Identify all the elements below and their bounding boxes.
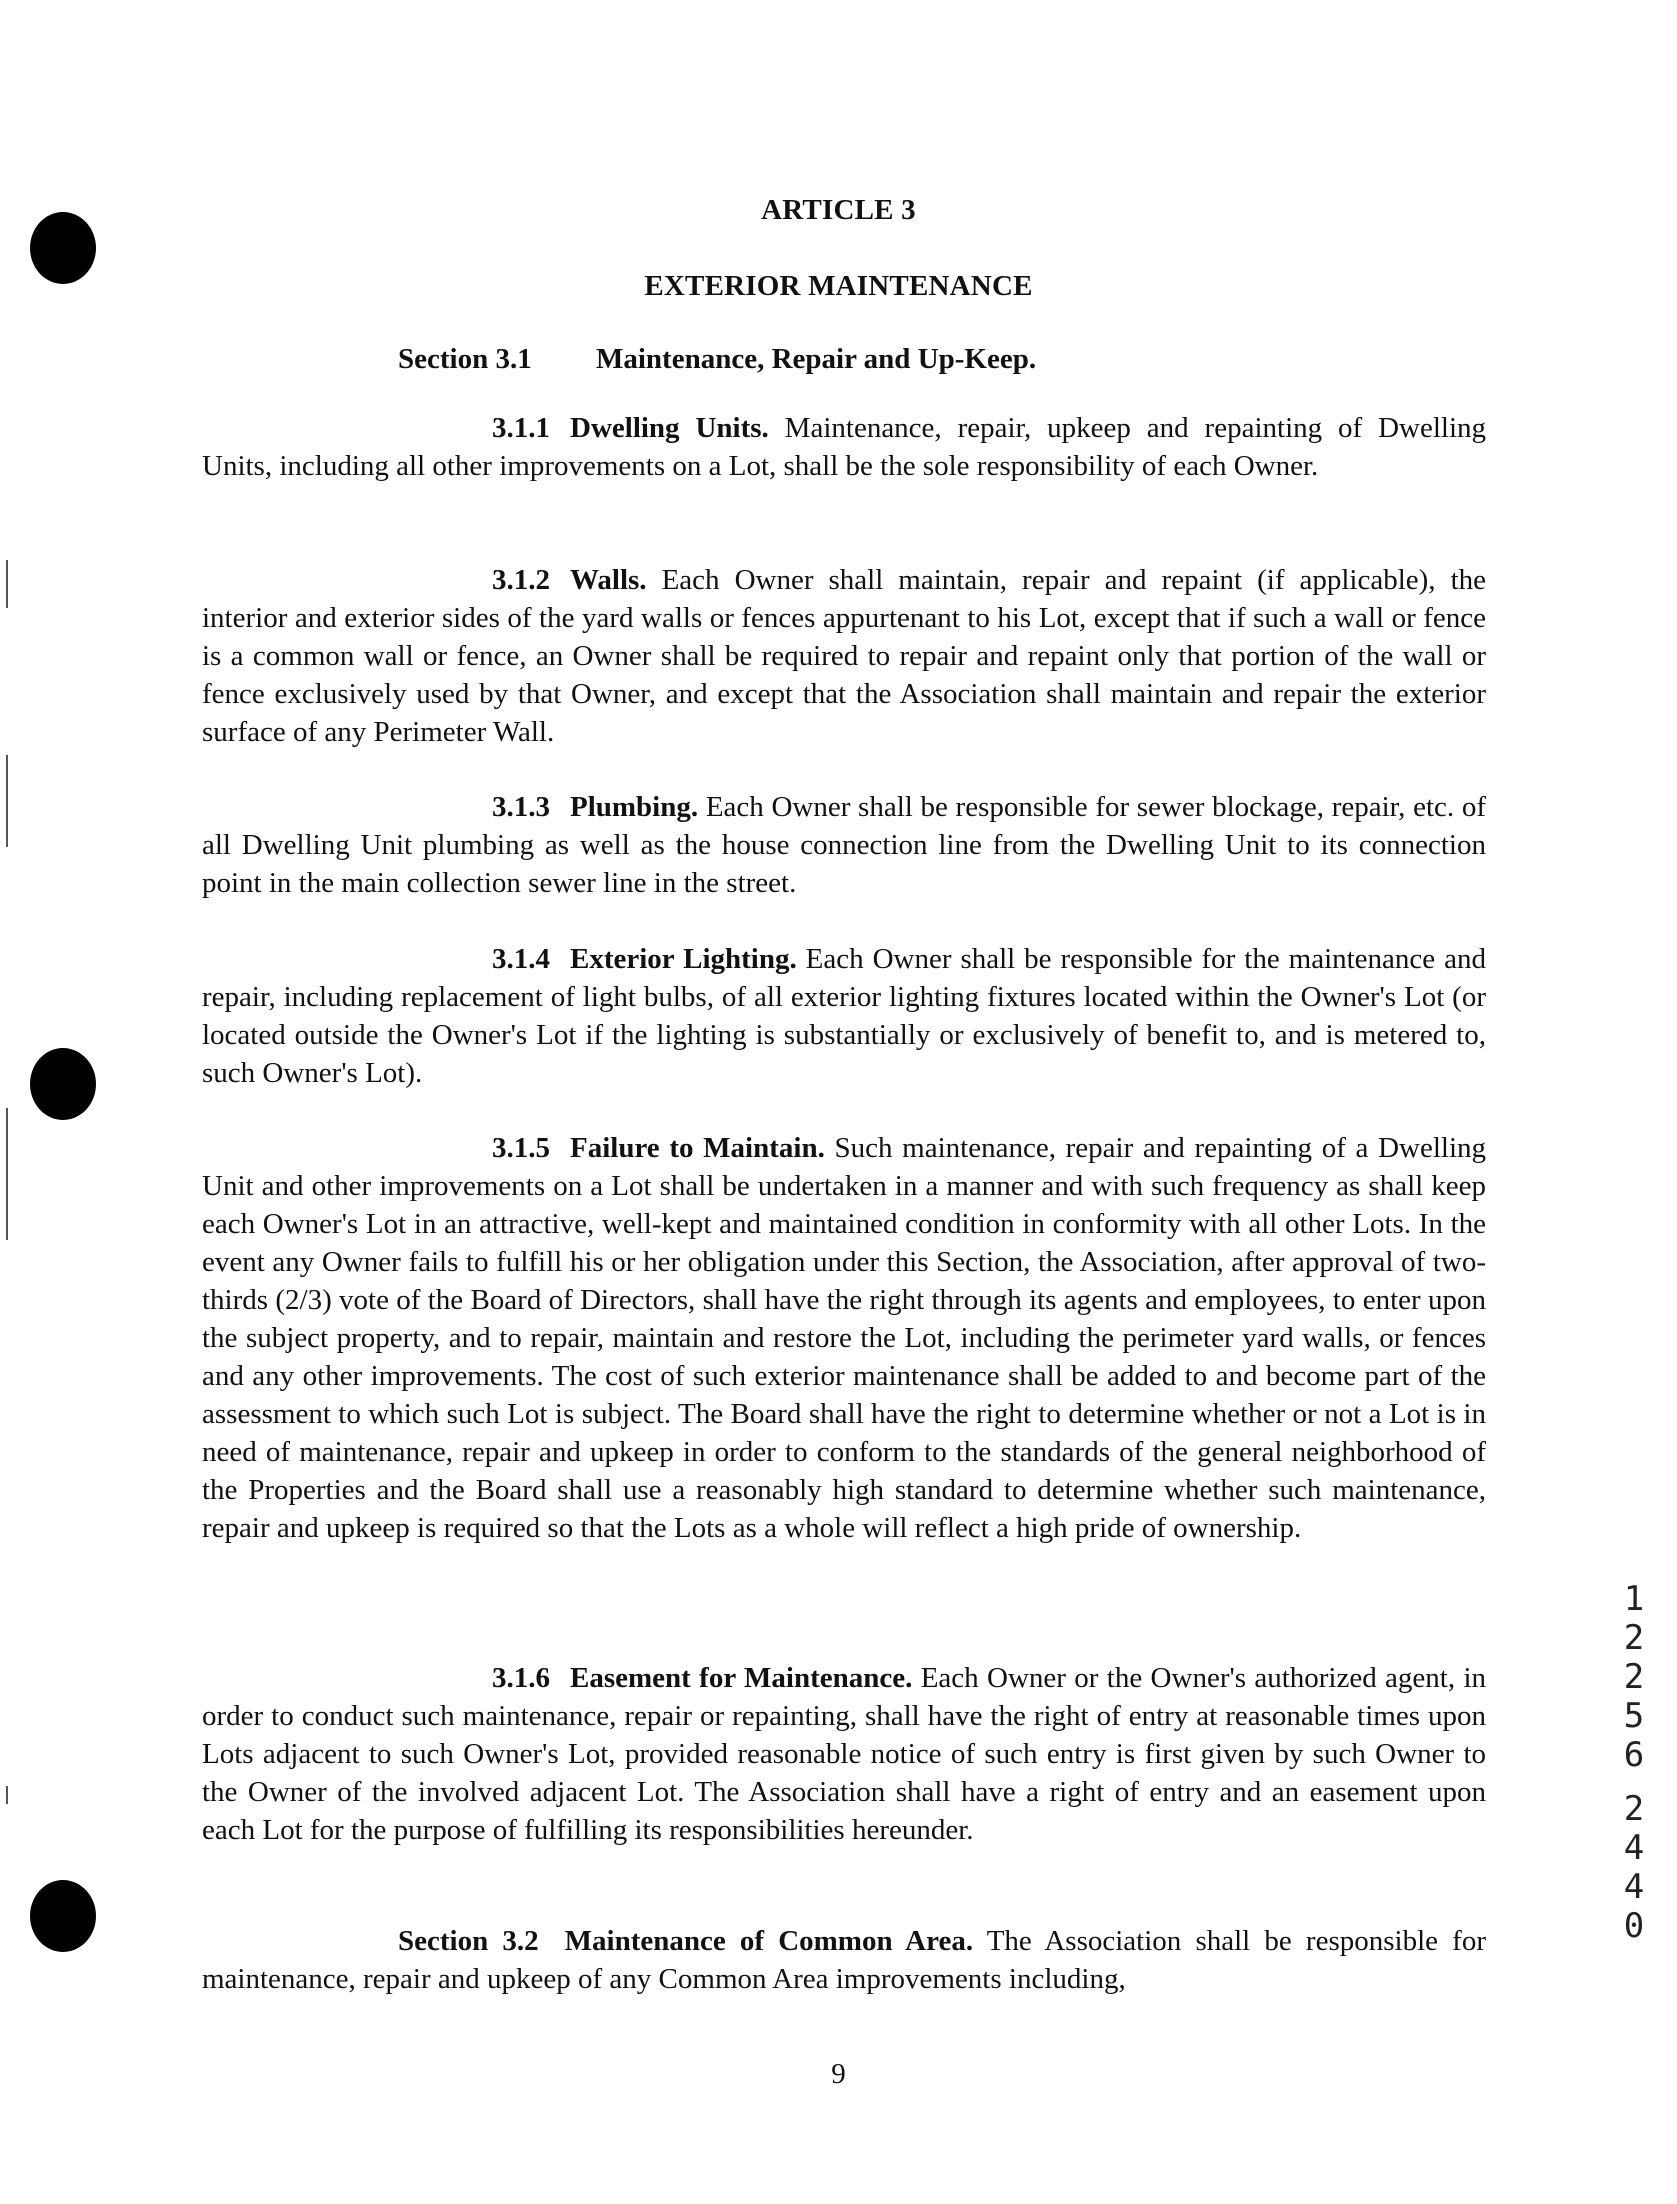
section-3-2 <box>202 1922 1486 1998</box>
paragraph-text: Such maintenance, repair and repainting of a Dwelling Unit and other improvements on a Lot shall be undertaken in a manner and with such frequency as shall keep each Owner's Lot in an attractive, well-kept and maintained condition in conformity with all other Lots. In the event any Owner fails to fulfill his or her obligation under this Section, the Association, after approval of two-thirds (2/3) vote of the Board of Directors, shall have the right through its agents and employees, to enter upon the subject property, and to repair, maintain and restore the Lot, including the perimeter yard walls, or fences and any other improvements. The cost of such exterior maintenance shall be added to and become part of the assessment to which such Lot is subject. The Board shall have the right to determine whether or not a Lot is in need of maintenance, repair and upkeep in order to conform to the standards of the general neighborhood of the Properties and the Board shall use a reasonably high standard to determine whether such maintenance, repair and upkeep is required so that the Lots as a whole will reflect a high pride of ownership. <box>202 1132 1486 1544</box>
paragraph-heading: Walls. <box>570 564 647 596</box>
page-number: 9 <box>831 2058 846 2090</box>
punch-hole-bottom <box>30 1880 96 1952</box>
paragraph-3-1-2 <box>202 561 1486 751</box>
paragraph-heading: Exterior Lighting. <box>570 943 797 975</box>
side-recording-number-bottom: 2 4 4 0 <box>1623 1789 1645 1946</box>
paragraph-3-1-6 <box>202 1659 1486 1849</box>
margin-mark <box>6 755 8 847</box>
paragraph-heading: Dwelling Units. <box>570 412 769 444</box>
section-3-2-text: The Association shall be responsible for maintenance, repair and upkeep of any Common Area improvements including, <box>202 1925 1486 1995</box>
paragraph-number: 3.1.3 <box>492 791 550 823</box>
paragraph-number: 3.1.6 <box>492 1662 550 1694</box>
paragraph-number: 3.1.1 <box>492 412 550 444</box>
paragraph-3-1-4 <box>202 940 1486 1092</box>
paragraph-number: 3.1.4 <box>492 943 550 975</box>
side-recording-number-top: 1 2 2 5 6 <box>1623 1579 1645 1775</box>
paragraph-3-1-1 <box>202 409 1486 485</box>
article-subtitle: EXTERIOR MAINTENANCE <box>644 270 1033 302</box>
section-3-2-title: Maintenance of Common Area. <box>564 1925 974 1957</box>
paragraph-3-1-3 <box>202 788 1486 902</box>
paragraph-heading: Failure to Maintain. <box>570 1132 825 1164</box>
paragraph-heading: Easement for Maintenance. <box>570 1662 913 1694</box>
margin-mark <box>6 560 8 608</box>
paragraph-heading: Plumbing. <box>570 791 699 823</box>
paragraph-number: 3.1.5 <box>492 1132 550 1164</box>
section-3-1-number: Section 3.1 <box>398 343 532 375</box>
article-title: ARTICLE 3 <box>761 194 916 226</box>
paragraph-text: Each Owner shall maintain, repair and repaint (if applicable), the interior and exterior sides of the yard walls or fences appurtenant to his Lot, except that if such a wall or fence is a common wall or fence, an Owner shall be required to repair and repaint only that portion of the wall or fence exclusively used by that Owner, and except that the Association shall maintain and repair the exterior surface of any Perimeter Wall. <box>202 564 1487 748</box>
paragraph-text: Each Owner shall be responsible for the maintenance and repair, including replacement of light bulbs, of all exterior lighting fixtures located within the Owner's Lot (or located outside the Owner's Lot if the lighting is substantially or exclusively of benefit to, and is metered to, such Owner's Lot). <box>202 943 1486 1089</box>
margin-mark <box>6 1786 8 1804</box>
section-3-2-number: Section 3.2 <box>398 1925 539 1957</box>
paragraph-text: Each Owner shall be responsible for sewer blockage, repair, etc. of all Dwelling Unit plumbing as well as the house connection line from the Dwelling Unit to its connection point in the main collection sewer line in the street. <box>202 791 1486 899</box>
paragraph-text: Maintenance, repair, upkeep and repainting of Dwelling Units, including all other improvements on a Lot, shall be the sole responsibility of each Owner. <box>202 412 1486 482</box>
section-3-1-title: Maintenance, Repair and Up-Keep. <box>596 343 1037 375</box>
punch-hole-middle <box>30 1048 96 1120</box>
paragraph-3-1-5 <box>202 1129 1486 1547</box>
paragraph-text: Each Owner or the Owner's authorized agent, in order to conduct such maintenance, repair or repainting, shall have the right of entry at reasonable times upon Lots adjacent to such Owner's Lot, provided reasonable notice of such entry is first given by such Owner to the Owner of the involved adjacent Lot. The Association shall have a right of entry and an easement upon each Lot for the purpose of fulfilling its responsibilities hereunder. <box>202 1662 1487 1846</box>
paragraph-number: 3.1.2 <box>492 564 550 596</box>
margin-mark <box>6 1200 8 1240</box>
